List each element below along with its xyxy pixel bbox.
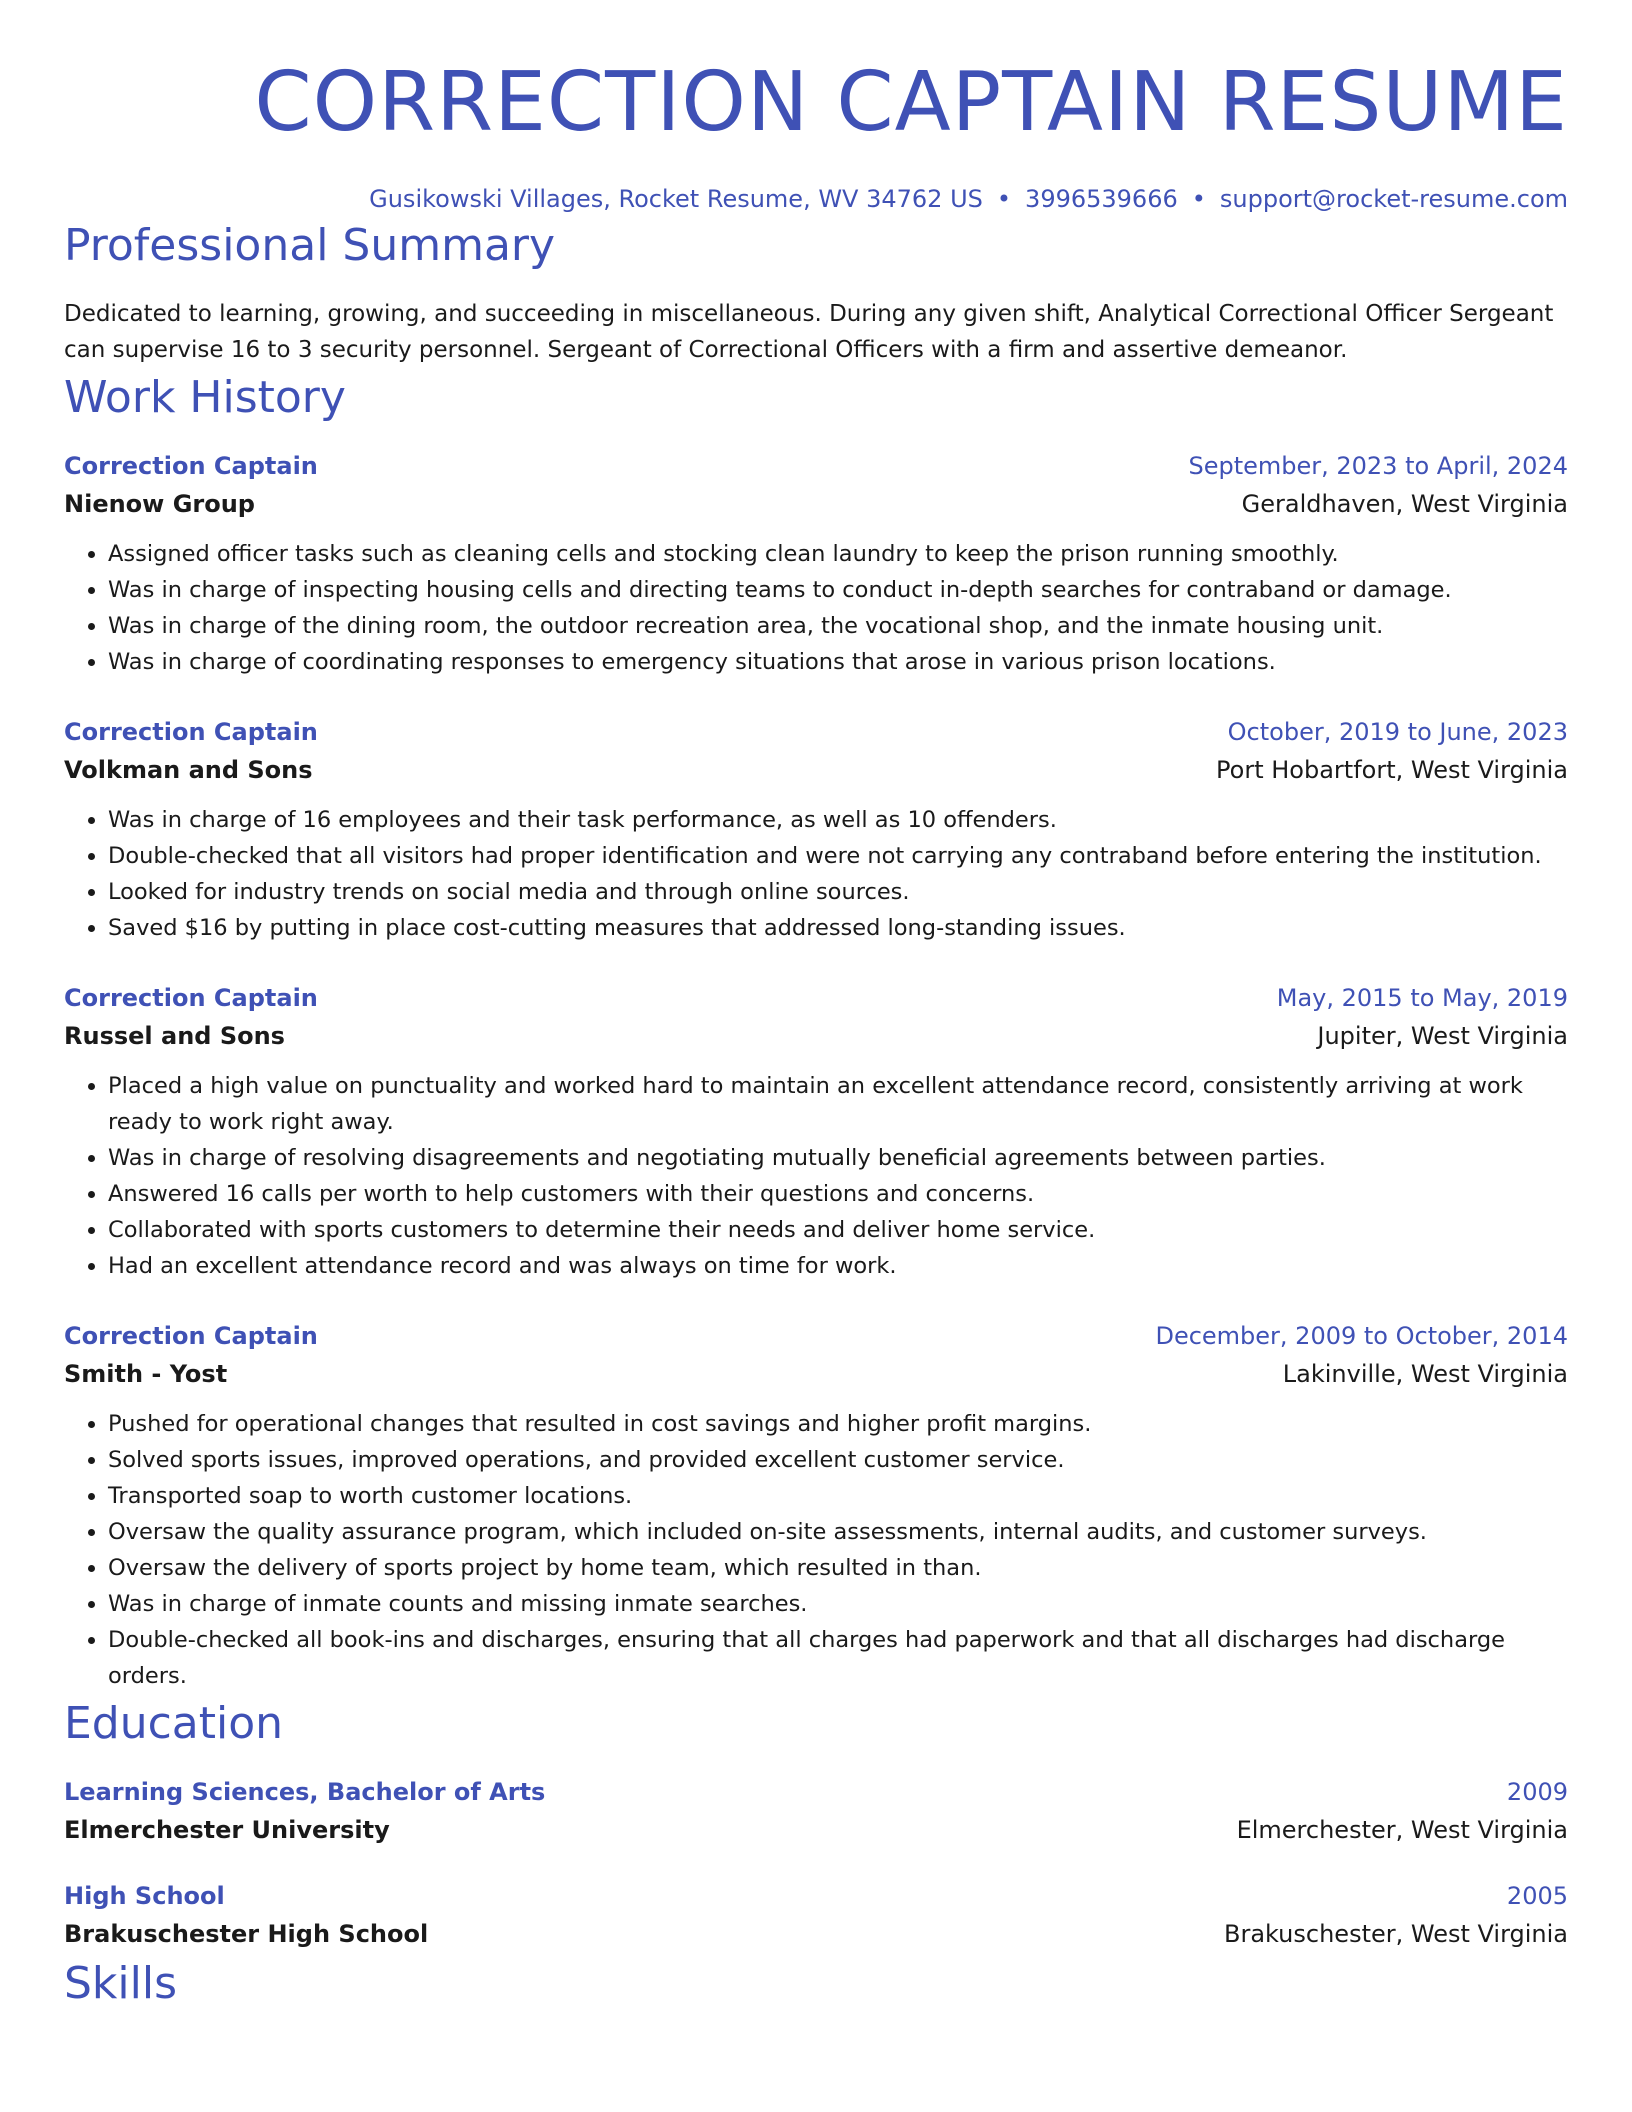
job-dates: December, 2009 to October, 2014 <box>1155 1322 1568 1350</box>
education-school-row <box>64 1810 1568 1850</box>
education-list <box>64 1774 1568 1954</box>
job-bullet: • Collaborated with sports customers to determine their needs and deliver home service. <box>108 1212 1568 1248</box>
job-company-row <box>64 1016 1568 1056</box>
summary-text: Dedicated to learning, growing, and succeeding in miscellaneous. During any given shift, Analytical Correctional Officer Sergeant can supervise 16 to 3 security personnel. Sergeant of Correctional Officers with a firm and assertive demeanor. <box>64 301 1554 363</box>
education-location: Elmerchester, West Virginia <box>1236 1816 1568 1844</box>
work-history-heading: Work History <box>64 372 346 423</box>
resume-title: CORRECTION CAPTAIN RESUME <box>254 55 1568 150</box>
job-header-row <box>64 1318 1568 1354</box>
job-dates: October, 2019 to June, 2023 <box>1227 718 1568 746</box>
job-role: Correction Captain <box>64 984 318 1012</box>
education-school: Elmerchester University <box>64 1816 390 1844</box>
job-bullet: • Double-checked that all visitors had proper identification and were not carrying any contraband before entering the institution. <box>108 838 1568 874</box>
contact-phone[interactable]: 3996539666 <box>1025 185 1178 213</box>
job-bullet: • Was in charge of inmate counts and missing inmate searches. <box>108 1586 1568 1622</box>
job-bullet: • Answered 16 calls per worth to help customers with their questions and concerns. <box>108 1176 1568 1212</box>
education-heading: Education <box>64 1698 284 1749</box>
job-header-row <box>64 714 1568 750</box>
job-bullet: • Assigned officer tasks such as cleaning cells and stocking clean laundry to keep the prison running smoothly. <box>108 536 1568 572</box>
job-company-row <box>64 750 1568 790</box>
job-company: Smith - Yost <box>64 1360 228 1388</box>
job-company: Volkman and Sons <box>64 756 313 784</box>
education-entry <box>64 1878 1568 1954</box>
job-bullet: • Transported soap to worth customer locations. <box>108 1478 1568 1514</box>
education-degree: High School <box>64 1882 225 1910</box>
job-location: Geraldhaven, West Virginia <box>1241 490 1568 518</box>
job-entry <box>64 1318 1568 1694</box>
education-school: Brakuschester High School <box>64 1920 429 1948</box>
job-bullets <box>64 802 1568 946</box>
job-company: Russel and Sons <box>64 1022 285 1050</box>
education-year: 2005 <box>1506 1882 1568 1910</box>
job-bullets <box>64 1406 1568 1694</box>
contact-address: Gusikowski Villages, Rocket Resume, WV 34762 US <box>369 185 983 213</box>
job-bullet: • Was in charge of resolving disagreements and negotiating mutually beneficial agreements between parties. <box>108 1140 1568 1176</box>
education-entry <box>64 1774 1568 1850</box>
job-company-row <box>64 1354 1568 1394</box>
job-bullet: • Looked for industry trends on social media and through online sources. <box>108 874 1568 910</box>
job-company-row <box>64 484 1568 524</box>
education-header-row <box>64 1774 1568 1810</box>
job-role: Correction Captain <box>64 718 318 746</box>
job-bullet: • Oversaw the quality assurance program, which included on-site assessments, internal audits, and customer surveys. <box>108 1514 1568 1550</box>
job-entry <box>64 448 1568 680</box>
job-bullet: • Saved $16 by putting in place cost-cutting measures that addressed long-standing issues. <box>108 910 1568 946</box>
contact-separator: • <box>996 185 1012 213</box>
job-dates: May, 2015 to May, 2019 <box>1276 984 1568 1012</box>
job-location: Jupiter, West Virginia <box>1317 1022 1568 1050</box>
job-bullet: • Pushed for operational changes that resulted in cost savings and higher profit margins. <box>108 1406 1568 1442</box>
job-company: Nienow Group <box>64 490 255 518</box>
job-bullet: • Had an excellent attendance record and was always on time for work. <box>108 1248 1568 1284</box>
contact-separator: • <box>1191 185 1206 213</box>
job-entry <box>64 980 1568 1284</box>
education-year: 2009 <box>1506 1778 1568 1806</box>
skills-heading: Skills <box>64 1958 178 2009</box>
job-bullet: • Was in charge of the dining room, the outdoor recreation area, the vocational shop, and the inmate housing unit. <box>108 608 1568 644</box>
job-bullets <box>64 536 1568 680</box>
job-role: Correction Captain <box>64 1322 318 1350</box>
education-location: Brakuschester, West Virginia <box>1223 1920 1568 1948</box>
job-bullet: • Solved sports issues, improved operations, and provided excellent customer service. <box>108 1442 1568 1478</box>
job-bullet: • Was in charge of coordinating responses to emergency situations that arose in various prison locations. <box>108 644 1568 680</box>
education-header-row <box>64 1878 1568 1914</box>
summary-heading: Professional Summary <box>64 220 556 271</box>
job-bullet: • Oversaw the delivery of sports project by home team, which resulted in than. <box>108 1550 1568 1586</box>
education-degree: Learning Sciences, Bachelor of Arts <box>64 1778 546 1806</box>
job-header-row <box>64 448 1568 484</box>
contact-email[interactable]: support@rocket-resume.com <box>1219 185 1568 213</box>
education-school-row <box>64 1914 1568 1954</box>
job-dates: September, 2023 to April, 2024 <box>1188 452 1568 480</box>
job-bullet: • Was in charge of 16 employees and their task performance, as well as 10 offenders. <box>108 802 1568 838</box>
contact-line <box>64 182 1568 216</box>
job-header-row <box>64 980 1568 1016</box>
job-entry <box>64 714 1568 946</box>
job-location: Port Hobartfort, West Virginia <box>1216 756 1568 784</box>
job-location: Lakinville, West Virginia <box>1282 1360 1568 1388</box>
work-history-list <box>64 448 1568 1694</box>
job-bullets <box>64 1068 1568 1284</box>
job-role: Correction Captain <box>64 452 318 480</box>
job-bullet: • Placed a high value on punctuality and worked hard to maintain an excellent attendance record, consistently arriving at work ready to work right away. <box>108 1068 1568 1140</box>
job-bullet: • Was in charge of inspecting housing cells and directing teams to conduct in-depth searches for contraband or damage. <box>108 572 1568 608</box>
job-bullet: • Double-checked all book-ins and discharges, ensuring that all charges had paperwork and that all discharges had discharge orders. <box>108 1622 1568 1694</box>
